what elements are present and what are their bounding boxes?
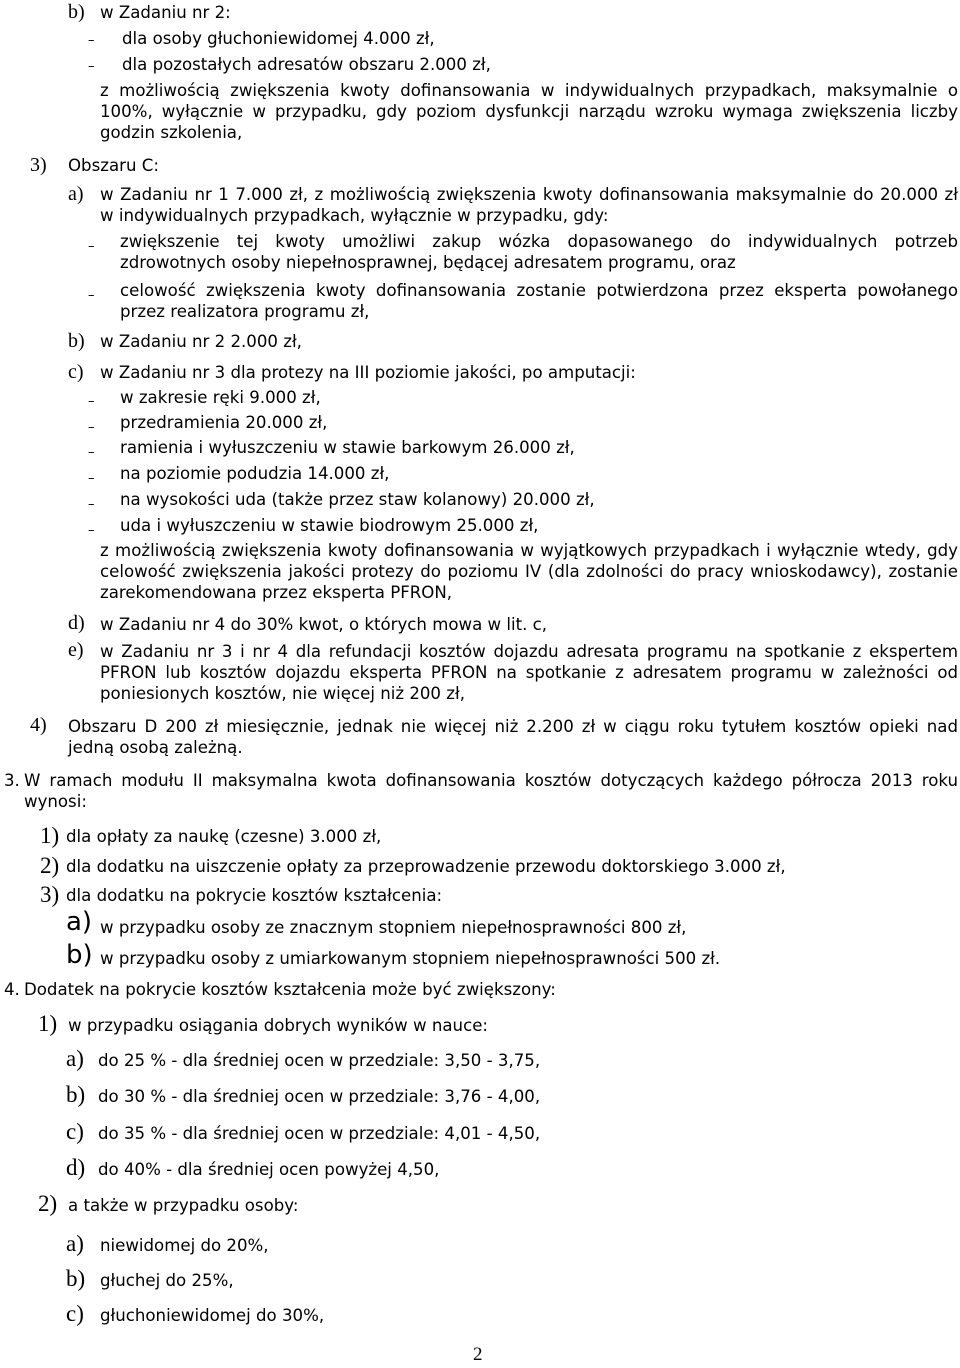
dash-bullet: – (88, 239, 95, 254)
list-item-text: niewidomej do 20%, (100, 1236, 269, 1255)
dash-bullet: – (88, 33, 95, 48)
list-marker: 2) (38, 1191, 58, 1216)
list-item-text: przedramienia 20.000 zł, (120, 413, 328, 432)
list-item-text: w Zadaniu nr 3 dla protezy na III poziomie jakości, po amputacji: (100, 363, 636, 382)
list-item-text: w Zadaniu nr 4 do 30% kwot, o których mowa w lit. c, (100, 615, 548, 634)
list-item-text: ramienia i wyłuszczeniu w stawie barkowym 26.000 zł, (120, 438, 575, 457)
section-heading: Obszaru C: (68, 156, 159, 175)
list-marker: b) (66, 1082, 86, 1107)
dash-bullet: – (88, 59, 95, 74)
list-item-text: głuchej do 25%, (100, 1271, 234, 1290)
list-marker: b) (66, 940, 93, 970)
list-marker: b) (68, 1, 85, 23)
list-marker: c) (66, 1119, 84, 1144)
list-marker: 4. (4, 980, 20, 999)
paragraph: W ramach modułu II maksymalna kwota dofinansowania kosztów dotyczących każdego półrocza 2013 roku wynosi: (24, 771, 958, 811)
list-marker: 1) (40, 823, 60, 848)
list-item-text: głuchoniewidomej do 30%, (100, 1306, 325, 1325)
paragraph: Obszaru D 200 zł miesięcznie, jednak nie więcej niż 2.200 zł w ciągu roku tytułem kosztów opieki nad jedną osobą zależną. (68, 717, 958, 757)
list-item-text: do 40% - dla średniej ocen powyżej 4,50, (98, 1160, 440, 1179)
list-item-text: uda i wyłuszczeniu w stawie biodrowym 25.000 zł, (120, 516, 539, 535)
list-marker: d) (68, 612, 85, 634)
list-marker: 2) (40, 853, 60, 878)
page-number: 2 (473, 1344, 483, 1365)
dash-bullet: – (88, 523, 95, 538)
list-item-text: na wysokości uda (także przez staw kolanowy) 20.000 zł, (120, 490, 595, 509)
list-marker: 1) (38, 1011, 58, 1036)
list-marker: c) (66, 1301, 84, 1326)
list-item-text: do 35 % - dla średniej ocen w przedziale: 4,01 - 4,50, (98, 1124, 541, 1143)
list-item-text: dla osoby głuchoniewidomej 4.000 zł, (122, 29, 435, 48)
list-item-text: w przypadku osoby ze znacznym stopniem niepełnosprawności 800 zł, (100, 918, 687, 937)
list-marker: c) (68, 361, 84, 383)
list-marker: a) (66, 1231, 84, 1256)
paragraph: z możliwością zwiększenia kwoty dofinansowania w wyjątkowych przypadkach i wyłącznie wtedy, gdy celowość zwiększenia jakości protezy do poziomu IV (dla zdolności do pracy wnioskodawcy), zostanie zarekomendowana przez eksperta PFRON, (100, 541, 958, 602)
list-item-text: zwiększenie tej kwoty umożliwi zakup wózka dopasowanego do indywidualnych potrzeb zdrowotnych osoby niepełnosprawnej, będącej adresatem programu, oraz (120, 232, 958, 272)
list-marker: b) (66, 1266, 86, 1291)
list-item-text: dla dodatku na pokrycie kosztów kształcenia: (66, 886, 443, 905)
list-item-text: dla opłaty za naukę (czesne) 3.000 zł, (66, 827, 382, 846)
list-marker: a) (66, 907, 93, 937)
list-item-text: w Zadaniu nr 2 2.000 zł, (100, 332, 302, 351)
paragraph: Dodatek na pokrycie kosztów kształcenia może być zwiększony: (24, 980, 556, 999)
list-marker: 3) (40, 882, 60, 907)
dash-bullet: – (88, 394, 95, 409)
dash-bullet: – (88, 420, 95, 435)
list-item-text: na poziomie podudzia 14.000 zł, (120, 464, 390, 483)
list-marker: a) (66, 1046, 84, 1071)
list-item-text: w przypadku osoby z umiarkowanym stopniem niepełnosprawności 500 zł. (100, 949, 721, 968)
dash-bullet: – (88, 497, 95, 512)
list-item-text: w zakresie ręki 9.000 zł, (120, 388, 321, 407)
list-marker: 3. (4, 771, 20, 790)
dash-bullet: – (88, 471, 95, 486)
paragraph: z możliwością zwiększenia kwoty dofinansowania w indywidualnych przypadkach, maksymalnie o 100%, wyłącznie w przypadku, gdy poziom dysfunkcji narządu wzroku wymaga zwiększenia liczby godzin szkolenia, (100, 81, 958, 142)
list-item-text: w przypadku osiągania dobrych wyników w nauce: (68, 1016, 488, 1035)
list-marker: 4) (30, 714, 47, 736)
list-item-text: a także w przypadku osoby: (68, 1196, 299, 1215)
list-marker: e) (68, 639, 84, 661)
list-item-text: dla dodatku na uiszczenie opłaty za przeprowadzenie przewodu doktorskiego 3.000 zł, (66, 857, 786, 876)
paragraph: w Zadaniu nr 3 i nr 4 dla refundacji kosztów dojazdu adresata programu na spotkanie z ekspertem PFRON lub kosztów dojazdu eksperta PFRON na spotkanie z adresatem programu w zależności od poniesionych kosztów, nie więcej niż 200 zł, (100, 642, 958, 703)
list-marker: d) (66, 1155, 86, 1180)
list-marker: a) (68, 183, 84, 205)
list-item-text: celowość zwiększenia kwoty dofinansowania zostanie potwierdzona przez eksperta powołanego przez realizatora programu zł, (120, 281, 958, 321)
list-marker: 3) (30, 154, 47, 176)
list-item-text: dla pozostałych adresatów obszaru 2.000 zł, (122, 55, 491, 74)
dash-bullet: – (88, 445, 95, 460)
dash-bullet: – (88, 288, 95, 303)
paragraph: w Zadaniu nr 1 7.000 zł, z możliwością zwiększenia kwoty dofinansowania maksymalnie do 20.000 zł w indywidualnych przypadkach, wyłącznie w przypadku, gdy: (100, 185, 958, 225)
list-marker: b) (68, 330, 85, 352)
list-item-text: do 30 % - dla średniej ocen w przedziale: 3,76 - 4,00, (98, 1087, 541, 1106)
list-item-text: w Zadaniu nr 2: (100, 3, 231, 22)
list-item-text: do 25 % - dla średniej ocen w przedziale: 3,50 - 3,75, (98, 1051, 541, 1070)
